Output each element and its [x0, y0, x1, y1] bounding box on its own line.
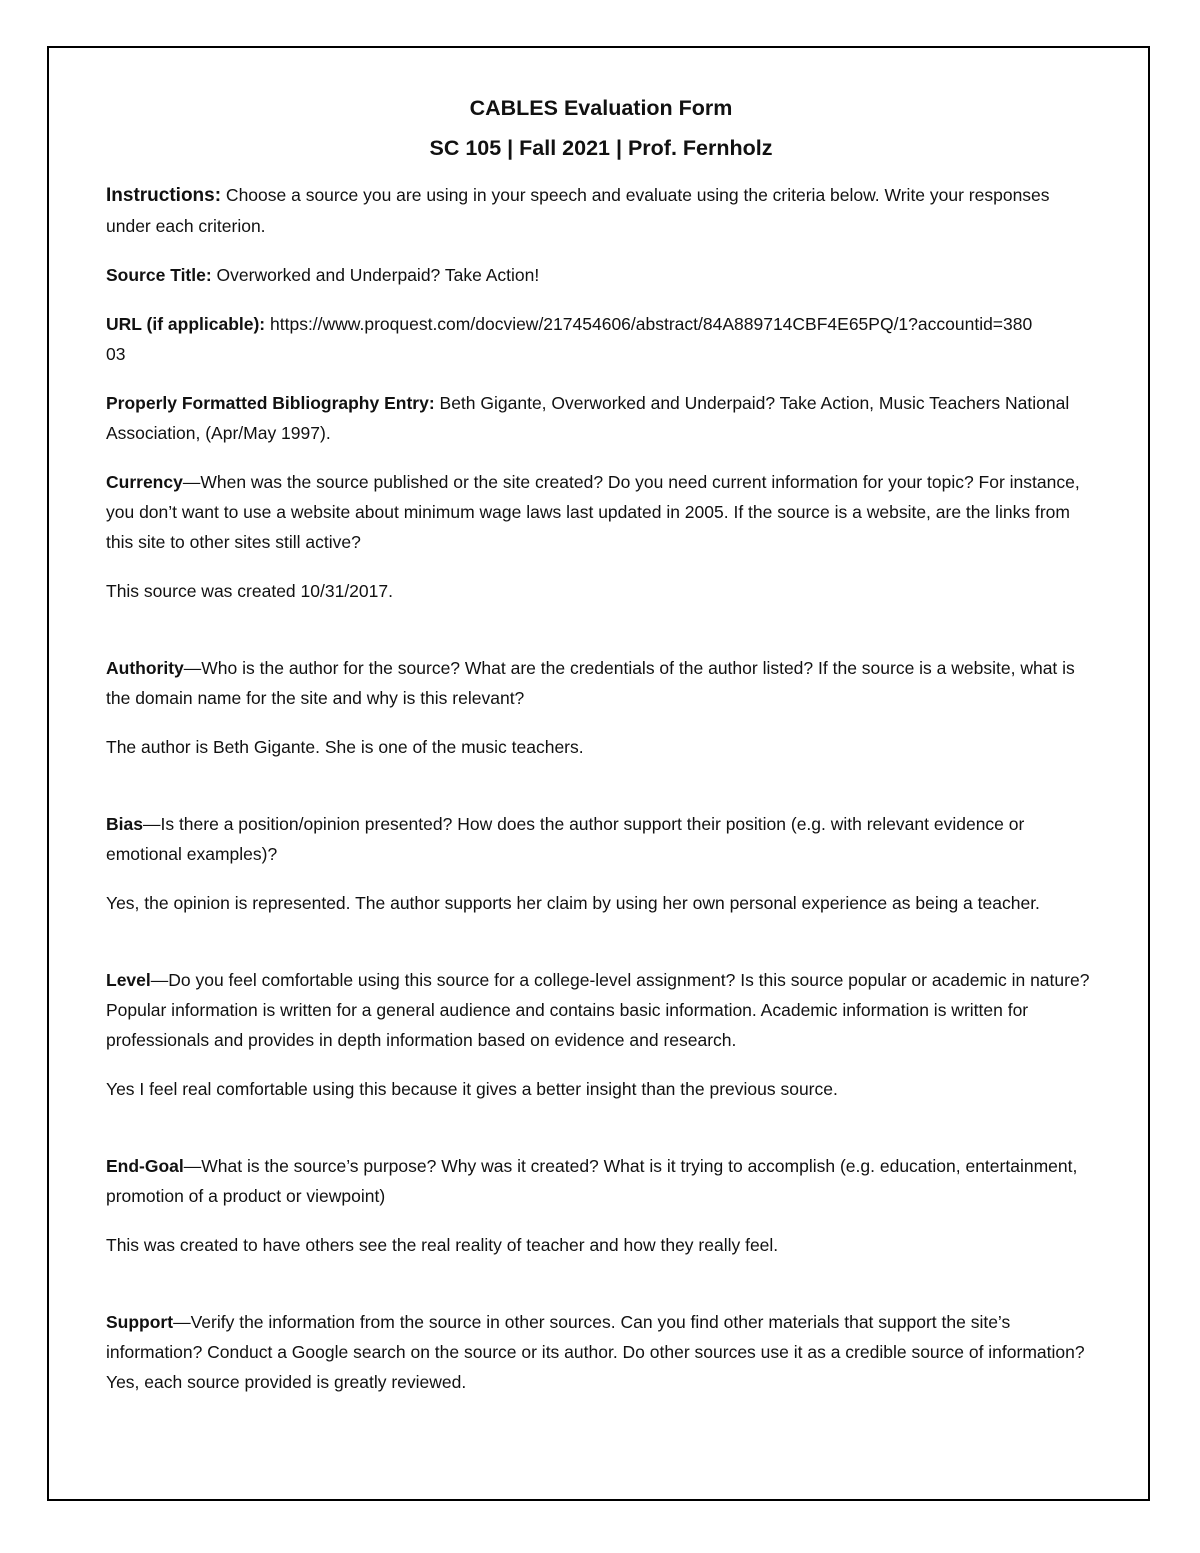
instructions: [106, 180, 1096, 241]
criterion-prompt: —Is there a position/opinion presented? How does the author support their position (e.g. with relevant evidence or emotional examples)?: [106, 814, 1025, 864]
title-block: [106, 88, 1096, 168]
criterion-label: Authority: [106, 658, 184, 678]
bibliography-field: [106, 388, 1096, 448]
url-value: https://www.proquest.com/docview/217454606/abstract/84A889714CBF4E65PQ/1?accountid=38003: [106, 314, 1033, 364]
criterion-prompt: —Who is the author for the source? What are the credentials of the author listed? If the source is a website, what is the domain name for the site and why is this relevant?: [106, 658, 1075, 708]
criterion-label: Currency: [106, 472, 183, 492]
source-title-field: [106, 260, 1096, 290]
instructions-text: Choose a source you are using in your speech and evaluate using the criteria below. Write your responses under each criterion.: [106, 185, 1050, 236]
criterion-currency: [106, 467, 1096, 557]
answer-end-goal: This was created to have others see the real reality of teacher and how they really feel.: [106, 1235, 779, 1255]
criterion-label: End-Goal: [106, 1156, 184, 1176]
instructions-label: Instructions:: [106, 185, 222, 206]
criterion-prompt: —When was the source published or the site created? Do you need current information for your topic? For instance, you don’t want to use a website about minimum wage laws last updated in 2005. If the source is a website, are the links from this site to other sites still active?: [106, 472, 1080, 552]
criterion-prompt: —Verify the information from the source in other sources. Can you find other materials that support the site’s information? Conduct a Google search on the source or its author. Do other sources use it as a credible source of information? Yes, each source provided is greatly reviewed.: [106, 1312, 1085, 1392]
course-subtitle: SC 105 | Fall 2021 | Prof. Fernholz: [429, 136, 773, 160]
criterion-label: Bias: [106, 814, 143, 834]
source-title-value: Overworked and Underpaid? Take Action!: [211, 265, 540, 285]
source-title-label: Source Title:: [106, 265, 212, 285]
url-label: URL (if applicable):: [106, 314, 266, 334]
bibliography-value: Beth Gigante, Overworked and Underpaid? Take Action, Music Teachers National Association, (Apr/May 1997).: [106, 393, 1070, 443]
url-field: [106, 309, 1036, 369]
answer-level: Yes I feel real comfortable using this because it gives a better insight than the previous source.: [106, 1079, 838, 1099]
criterion-level: [106, 965, 1096, 1055]
answer-bias: Yes, the opinion is represented. The author supports her claim by using her own personal experience as being a teacher.: [106, 893, 1040, 913]
form-title: CABLES Evaluation Form: [469, 96, 733, 120]
criterion-end-goal: [106, 1151, 1096, 1211]
criterion-label: Support: [106, 1312, 174, 1332]
criterion-prompt: —What is the source’s purpose? Why was it created? What is it trying to accomplish (e.g. education, entertainment, promotion of a product or viewpoint): [106, 1156, 1078, 1206]
document-body: [106, 88, 1096, 1416]
answer-currency: This source was created 10/31/2017.: [106, 581, 393, 601]
criterion-authority: [106, 653, 1096, 713]
answer-authority: The author is Beth Gigante. She is one of the music teachers.: [106, 737, 584, 757]
criterion-support: [106, 1307, 1096, 1397]
bibliography-label: Properly Formatted Bibliography Entry:: [106, 393, 435, 413]
criterion-bias: [106, 809, 1096, 869]
criterion-prompt: —Do you feel comfortable using this source for a college-level assignment? Is this source popular or academic in nature? Popular information is written for a general audience and contains basic information. Academic information is written for professionals and provides in depth information based on evidence and research.: [106, 970, 1090, 1050]
criterion-label: Level: [106, 970, 151, 990]
